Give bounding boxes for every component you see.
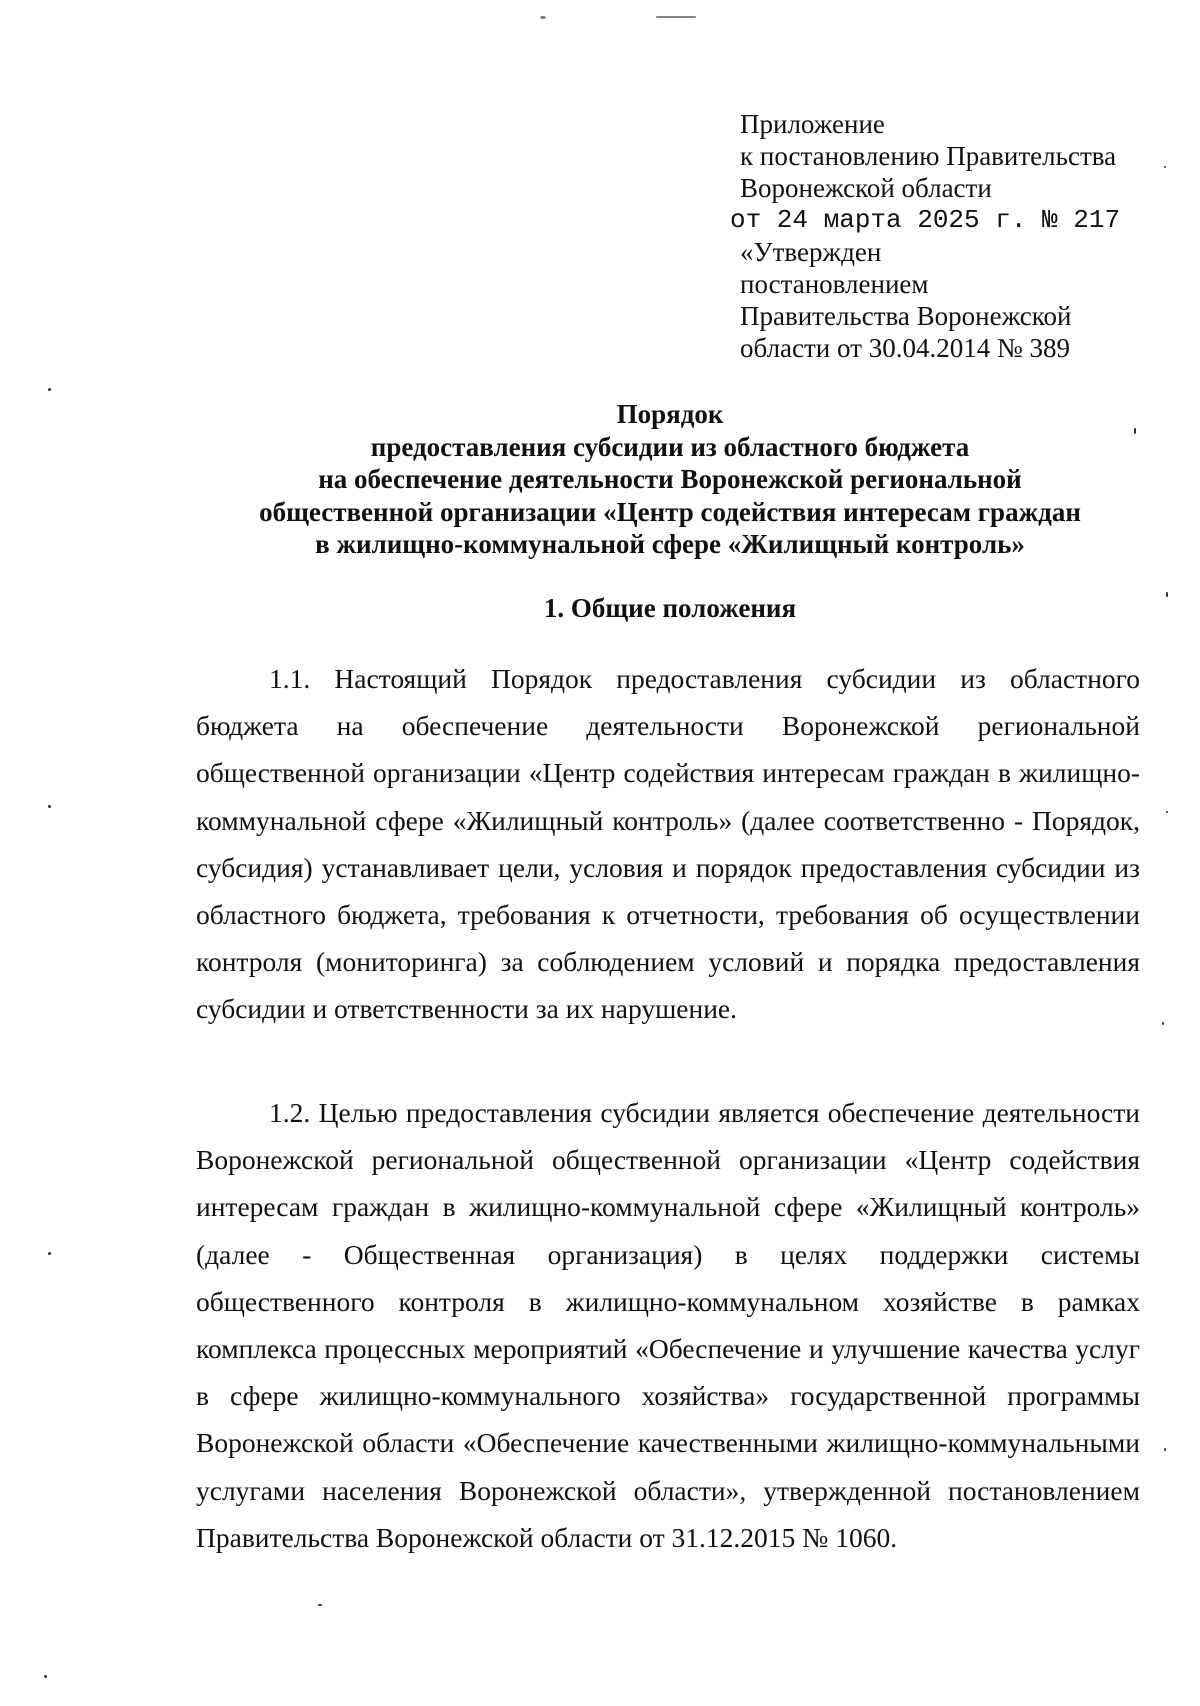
title-line: предоставления субсидии из областного бюджета xyxy=(370,431,970,462)
appendix-line: Правительства Воронежской xyxy=(740,301,1072,331)
title-line: в жилищно-коммунальной сфере «Жилищный контроль» xyxy=(315,529,1025,559)
scan-speck xyxy=(1164,1448,1166,1451)
appendix-decree-number: от 24 марта 2025 г. № 217 xyxy=(730,205,1121,235)
appendix-line: «Утвержден xyxy=(740,237,882,267)
scan-speck xyxy=(1166,811,1168,813)
paragraph-1-2: 1.2. Целью предоставления субсидии является обеспечение деятельности Воронежской региональной общественной организации «Центр содействия интересам граждан в жилищно-коммунальной сфере «Жилищный контроль» (далее - Общественная организация) в целях поддержки системы общественного контроля в жилищно-коммунальном хозяйстве в рамках комплекса процессных мероприятий «Обеспечение и улучшение качества услуг в сфере жилищно-коммунального хозяйства» государственной программы Воронежской области «Обеспечение качественными жилищно-коммунальными услугами населения Воронежской области», утвержденной постановлением Правительства Воронежской области от 31.12.2015 № 1060. xyxy=(196,1097,1140,1553)
appendix-line: к постановлению Правительства xyxy=(740,141,1117,171)
scan-speck xyxy=(48,805,51,808)
scan-speck xyxy=(540,16,546,19)
document-title xyxy=(180,398,1160,561)
title-line: Порядок xyxy=(616,399,724,429)
appendix-line: Приложение xyxy=(740,109,885,139)
scan-speck xyxy=(656,16,696,18)
scan-speck xyxy=(1164,166,1166,168)
appendix-block xyxy=(730,108,1160,364)
scan-speck xyxy=(1166,592,1168,597)
scan-speck xyxy=(44,1675,47,1678)
scan-speck xyxy=(48,388,51,391)
title-line: на обеспечение деятельности Воронежской региональной xyxy=(318,464,1022,494)
scan-speck xyxy=(48,1252,51,1255)
scan-speck xyxy=(1134,428,1136,434)
scan-speck xyxy=(318,1604,322,1606)
title-line: общественной организации «Центр содействия интересам граждан xyxy=(259,496,1081,527)
section-heading: 1. Общие положения xyxy=(543,593,797,623)
scan-speck xyxy=(1162,1022,1164,1025)
appendix-line: области от 30.04.2014 № 389 xyxy=(740,333,1070,363)
appendix-line: Воронежской области xyxy=(740,173,992,203)
paragraph-1-1: 1.1. Настоящий Порядок предоставления субсидии из областного бюджета на обеспечение деятельности Воронежской региональной общественной организации «Центр содействия интересам граждан в жилищно-коммунальной сфере «Жилищный контроль» (далее соответственно - Порядок, субсидия) устанавливает цели, условия и порядок предоставления субсидии из областного бюджета, требования к отчетности, требования об осуществлении контроля (мониторинга) за соблюдением условий и порядка предоставления субсидии и ответственности за их нарушение. xyxy=(196,663,1140,1025)
appendix-line: постановлением xyxy=(740,269,929,299)
